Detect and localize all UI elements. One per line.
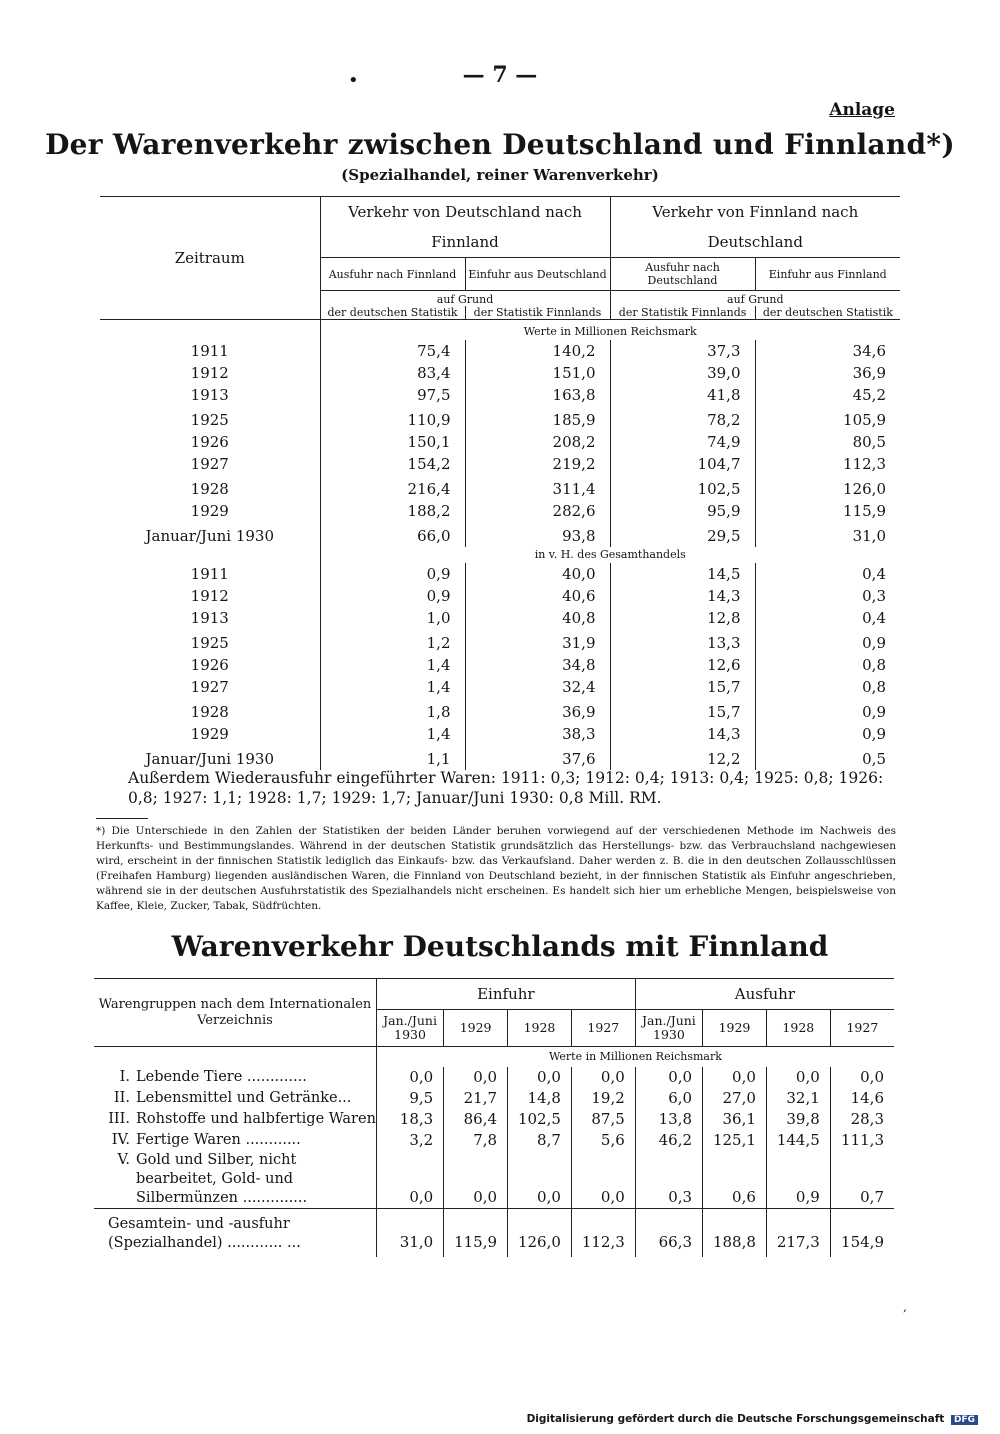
value-cell: 144,5 [766,1130,830,1151]
value-cell: 31,9 [465,629,610,654]
value-cell: 0,7 [830,1151,894,1209]
value-cell: 95,9 [610,500,755,522]
value-cell: 28,3 [830,1109,894,1130]
value-cell: 1,1 [320,745,465,770]
value-cell: 87,5 [571,1109,635,1130]
group-number: V. [117,1152,130,1168]
table-row [94,1067,894,1088]
value-cell: 1,8 [320,698,465,723]
value-cell: 39,0 [610,362,755,384]
group-name: Fertige Waren ............ [136,1132,301,1148]
table-row [100,453,900,475]
col-groups-header: Warengruppen nach dem Internationalen Verzeichnis [94,979,376,1047]
value-cell: 208,2 [465,431,610,453]
value-cell: 19,2 [571,1088,635,1109]
value-cell: 66,0 [320,522,465,547]
table2-title: Warenverkehr Deutschlands mit Finnland [171,930,829,963]
group-label [94,1067,376,1088]
period-header: 1929 [703,1010,767,1047]
value-cell: 311,4 [465,475,610,500]
value-cell: 0,3 [635,1151,702,1209]
value-cell: 0,0 [376,1151,443,1209]
value-cell: 219,2 [465,453,610,475]
col1-header: Ausfuhr nach Finnland [320,258,465,291]
value-cell: 40,8 [465,607,610,629]
period-cell: 1926 [190,656,229,674]
value-cell: 0,9 [320,563,465,585]
table-row [100,607,900,629]
value-cell: 105,9 [755,406,900,431]
value-cell: 0,0 [703,1067,767,1088]
value-cell: 32,1 [766,1088,830,1109]
basis4-label: der deutschen Statistik [755,306,900,319]
value-cell: 282,6 [465,500,610,522]
reexport-note: Außerdem Wiederausfuhr eingeführter Waren: 1911: 0,3; 1912: 0,4; 1913: 0,4; 1925: 0,8; 1926: 0,8; 1927: 1,1; 1928: 1,7; 1929: 1,7; Januar/Juni 1930: 0,8 Mill. RM. [128,769,884,807]
period-cell: 1927 [190,678,229,696]
table-row [100,522,900,547]
col4-header: Einfuhr aus Finnland [755,258,900,291]
value-cell: 112,3 [755,453,900,475]
total-value: 188,8 [703,1209,767,1258]
table-row [100,723,900,745]
value-cell: 104,7 [610,453,755,475]
total-value: 217,3 [766,1209,830,1258]
period-header: 1927 [571,1010,635,1047]
col3-header: Ausfuhr nach Deutschland [610,258,755,291]
value-cell: 36,9 [465,698,610,723]
value-cell: 37,6 [465,745,610,770]
value-cell: 15,7 [610,676,755,698]
group-label [94,1151,376,1209]
group-label [94,1088,376,1109]
value-cell: 0,5 [755,745,900,770]
table-row [100,676,900,698]
value-cell: 115,9 [755,500,900,522]
value-cell: 1,4 [320,654,465,676]
period-header: 1928 [508,1010,572,1047]
value-cell: 74,9 [610,431,755,453]
value-cell: 111,3 [830,1130,894,1151]
table-row [100,362,900,384]
value-cell: 0,0 [635,1067,702,1088]
period-cell: 1929 [190,502,229,520]
table-row [94,1130,894,1151]
total-label: Gesamtein- und -ausfuhr (Spezialhandel) ............ ... [108,1216,301,1251]
basis1-label: der deutschen Statistik [327,306,458,319]
period-cell: 1925 [190,411,229,429]
einfuhr-header: Einfuhr [376,979,635,1010]
value-cell: 9,5 [376,1088,443,1109]
value-cell: 13,3 [610,629,755,654]
value-cell: 27,0 [703,1088,767,1109]
credit-text: Digitalisierung gefördert durch die Deutsche Forschungsgemeinschaft [526,1413,945,1425]
value-cell: 14,5 [610,563,755,585]
period-header: 1927 [830,1010,894,1047]
anlage-label: Anlage [829,100,895,120]
value-cell: 13,8 [635,1109,702,1130]
value-cell: 12,6 [610,654,755,676]
period-header: 1928 [766,1010,830,1047]
group-name: Lebensmittel und Getränke... [136,1090,352,1106]
value-cell: 34,6 [755,340,900,362]
value-cell: 0,4 [755,563,900,585]
table-row [100,500,900,522]
group-name: Lebende Tiere ............. [136,1069,307,1085]
value-cell: 36,1 [703,1109,767,1130]
value-cell: 102,5 [610,475,755,500]
table-row [94,1088,894,1109]
value-cell: 0,3 [755,585,900,607]
value-cell: 150,1 [320,431,465,453]
value-cell: 46,2 [635,1130,702,1151]
table-row [100,654,900,676]
value-cell: 97,5 [320,384,465,406]
ausfuhr-header: Ausfuhr [635,979,894,1010]
period-cell: 1912 [190,364,229,382]
basis3-label: der Statistik Finnlands [618,306,747,319]
value-cell: 86,4 [444,1109,508,1130]
value-cell: 0,0 [766,1067,830,1088]
group-fi-de-header: Verkehr von Finnland nach Deutschland [610,197,900,258]
value-cell: 154,2 [320,453,465,475]
value-cell: 0,0 [830,1067,894,1088]
footnote: *) Die Unterschiede in den Zahlen der Statistiken der beiden Länder beruhen vorwiegend auf der verschiedenen Methode im Nachweis des Herkunfts- und Bestimmungslandes. Während in der deutschen Statistik grundsätzlich das Herstellungs- bzw. das Verbrauchsland nachgewiesen wird, erscheint in der finnischen Statistik lediglich das Einkaufs- bzw. das Verkaufsland. Daher werden z. B. die in den deutschen Zollausschlüssen (Freihafen Hamburg) liegenden ausländischen Waren, die Finnland von Deutschland bezieht, in der finnischen Statistik als Einfuhr angeschrieben, während sie in der deutschen Ausfuhrstatistik des Spezialhandels nicht erscheinen. Es handelt sich hier um erhebliche Mengen, beispielsweise von Kaffee, Kleie, Zucker, Tabak, Südfrüchten. [96,825,896,912]
auf-grund-left: auf Grund [436,293,494,306]
group-name: Gold und Silber, nicht bearbeitet, Gold- und Silbermünzen .............. [136,1152,308,1206]
section-values-label: Werte in Millionen Reichsmark [320,320,900,341]
total-value: 112,3 [571,1209,635,1258]
table-row [94,1109,894,1130]
value-cell: 1,4 [320,723,465,745]
section-percent-label: in v. H. des Gesamthandels [320,547,900,563]
value-cell: 45,2 [755,384,900,406]
col-period-header: Zeitraum [100,197,320,320]
table-row [100,340,900,362]
period-cell: 1929 [190,725,229,743]
table-row [100,698,900,723]
value-cell: 32,4 [465,676,610,698]
mark: , [903,1300,907,1314]
value-cell: 1,0 [320,607,465,629]
group-number: IV. [111,1132,130,1148]
total-value: 66,3 [635,1209,702,1258]
dfg-logo: DFG [951,1415,978,1425]
value-cell: 31,0 [755,522,900,547]
page-number: — 7 — [462,62,538,88]
table-row [100,384,900,406]
group-number: II. [113,1090,130,1106]
value-cell: 0,8 [755,676,900,698]
total-value: 154,9 [830,1209,894,1258]
table-row [100,563,900,585]
value-cell: 0,9 [320,585,465,607]
value-cell: 1,2 [320,629,465,654]
period-cell: Januar/Juni 1930 [145,750,275,768]
value-cell: 36,9 [755,362,900,384]
table-row [100,475,900,500]
auf-grund-right: auf Grund [727,293,784,306]
value-cell: 14,6 [830,1088,894,1109]
value-cell: 83,4 [320,362,465,384]
value-cell: 0,0 [444,1067,508,1088]
total-value: 31,0 [376,1209,443,1258]
value-cell: 0,0 [376,1067,443,1088]
value-cell: 3,2 [376,1130,443,1151]
value-cell: 125,1 [703,1130,767,1151]
value-cell: 39,8 [766,1109,830,1130]
value-cell: 0,0 [508,1151,572,1209]
value-cell: 7,8 [444,1130,508,1151]
value-cell: 18,3 [376,1109,443,1130]
value-cell: 0,9 [755,698,900,723]
value-cell: 0,6 [703,1151,767,1209]
value-cell: 0,8 [755,654,900,676]
value-cell: 93,8 [465,522,610,547]
table-row [100,431,900,453]
value-cell: 14,3 [610,585,755,607]
value-cell: 126,0 [755,475,900,500]
value-cell: 188,2 [320,500,465,522]
value-cell: 0,4 [755,607,900,629]
value-cell: 38,3 [465,723,610,745]
table-row [100,406,900,431]
table-row [100,629,900,654]
value-cell: 0,0 [444,1151,508,1209]
value-cell: 21,7 [444,1088,508,1109]
period-cell: 1925 [190,634,229,652]
group-de-fi-header: Verkehr von Deutschland nach Finnland [320,197,610,258]
period-cell: 1928 [190,703,229,721]
period-header: Jan./Juni 1930 [635,1010,702,1047]
group-number: I. [119,1069,130,1085]
total-value: 115,9 [444,1209,508,1258]
value-cell: 12,8 [610,607,755,629]
value-cell: 29,5 [610,522,755,547]
value-cell: 6,0 [635,1088,702,1109]
digitization-credit [527,1413,978,1425]
trade-table-2 [94,978,894,1257]
table1-subtitle: (Spezialhandel, reiner Warenverkehr) [341,166,659,184]
period-cell: 1913 [190,609,229,627]
value-cell: 12,2 [610,745,755,770]
value-cell: 0,0 [508,1067,572,1088]
period-cell: 1911 [190,565,229,583]
period-cell: 1913 [190,386,229,404]
value-cell: 14,3 [610,723,755,745]
table-row [94,1151,894,1209]
value-cell: 80,5 [755,431,900,453]
total-value: 126,0 [508,1209,572,1258]
value-cell: 110,9 [320,406,465,431]
group-label [94,1130,376,1151]
period-header: Jan./Juni 1930 [376,1010,443,1047]
total-row [94,1209,894,1258]
value-cell: 140,2 [465,340,610,362]
col2-header: Einfuhr aus Deutschland [465,258,610,291]
value-cell: 40,0 [465,563,610,585]
period-cell: 1928 [190,480,229,498]
value-cell: 102,5 [508,1109,572,1130]
value-cell: 34,8 [465,654,610,676]
period-cell: Januar/Juni 1930 [145,527,275,545]
value-cell: 185,9 [465,406,610,431]
value-cell: 0,9 [766,1151,830,1209]
value-cell: 37,3 [610,340,755,362]
group-label [94,1109,376,1130]
period-header: 1929 [444,1010,508,1047]
footnote-divider [96,818,148,819]
value-cell: 14,8 [508,1088,572,1109]
value-cell: 0,0 [571,1151,635,1209]
period-cell: 1912 [190,587,229,605]
value-cell: 0,9 [755,629,900,654]
value-cell: 75,4 [320,340,465,362]
page-dot: • [348,70,359,91]
value-cell: 15,7 [610,698,755,723]
value-cell: 163,8 [465,384,610,406]
group-number: III. [108,1111,130,1127]
table-row [100,585,900,607]
value-cell: 41,8 [610,384,755,406]
group-name: Rohstoffe und halbfertige Waren [136,1111,376,1127]
value-cell: 0,0 [571,1067,635,1088]
value-cell: 216,4 [320,475,465,500]
trade-table-1 [100,196,900,770]
value-cell: 8,7 [508,1130,572,1151]
value-cell: 151,0 [465,362,610,384]
table1-title: Der Warenverkehr zwischen Deutschland und Finnland*) [45,128,955,161]
value-cell: 78,2 [610,406,755,431]
table2-section-values: Werte in Millionen Reichsmark [376,1047,894,1068]
period-cell: 1926 [190,433,229,451]
table-row [100,745,900,770]
basis2-label: der Statistik Finnlands [465,306,610,319]
value-cell: 40,6 [465,585,610,607]
value-cell: 1,4 [320,676,465,698]
period-cell: 1911 [190,342,229,360]
value-cell: 5,6 [571,1130,635,1151]
period-cell: 1927 [190,455,229,473]
value-cell: 0,9 [755,723,900,745]
